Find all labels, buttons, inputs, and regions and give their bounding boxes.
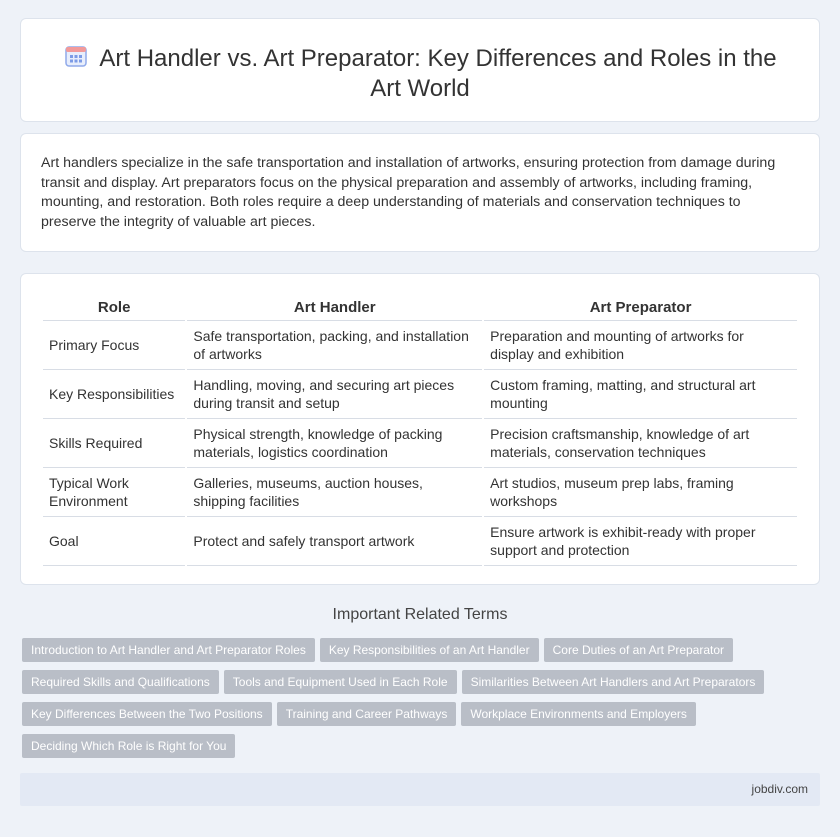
preparator-cell: Art studios, museum prep labs, framing workshops bbox=[484, 468, 797, 517]
row-label: Primary Focus bbox=[43, 321, 185, 370]
preparator-cell: Ensure artwork is exhibit-ready with proper support and protection bbox=[484, 517, 797, 566]
related-term-tag[interactable]: Key Differences Between the Two Positions bbox=[22, 702, 272, 726]
handler-cell: Protect and safely transport artwork bbox=[187, 517, 482, 566]
handler-cell: Galleries, museums, auction houses, shipping facilities bbox=[187, 468, 482, 517]
related-term-tag[interactable]: Workplace Environments and Employers bbox=[461, 702, 696, 726]
related-term-tag[interactable]: Tools and Equipment Used in Each Role bbox=[224, 670, 457, 694]
header-role: Role bbox=[43, 294, 185, 321]
related-term-tag[interactable]: Required Skills and Qualifications bbox=[22, 670, 219, 694]
intro-card bbox=[20, 133, 820, 252]
row-label: Skills Required bbox=[43, 419, 185, 468]
related-terms-list bbox=[22, 638, 802, 766]
table-header-row bbox=[43, 294, 797, 321]
related-term-tag[interactable]: Core Duties of an Art Preparator bbox=[544, 638, 733, 662]
footer bbox=[20, 773, 820, 806]
header-art-preparator: Art Preparator bbox=[484, 294, 797, 321]
table-row bbox=[43, 370, 797, 419]
page-title-wrap bbox=[21, 43, 819, 104]
table-row bbox=[43, 419, 797, 468]
row-label: Key Responsibilities bbox=[43, 370, 185, 419]
related-term-tag[interactable]: Key Responsibilities of an Art Handler bbox=[320, 638, 539, 662]
intro-paragraph: Art handlers specialize in the safe transportation and installation of artworks, ensuring protection from damage during transit and display. Art preparators focus on the physical preparation and assembly of artworks, including framing, mounting, and restoration. Both roles require a deep understanding of materials and conservation techniques to preserve the integrity of valuable art pieces. bbox=[41, 155, 776, 230]
comparison-table bbox=[41, 294, 799, 566]
handler-cell: Handling, moving, and securing art pieces during transit and setup bbox=[187, 370, 482, 419]
comparison-table-card bbox=[20, 273, 820, 585]
footer-site-link[interactable]: jobdiv.com bbox=[751, 782, 808, 796]
handler-cell: Physical strength, knowledge of packing materials, logistics coordination bbox=[187, 419, 482, 468]
preparator-cell: Preparation and mounting of artworks for display and exhibition bbox=[484, 321, 797, 370]
header-art-handler: Art Handler bbox=[187, 294, 482, 321]
row-label: Goal bbox=[43, 517, 185, 566]
preparator-cell: Custom framing, matting, and structural art mounting bbox=[484, 370, 797, 419]
handler-cell: Safe transportation, packing, and installation of artworks bbox=[187, 321, 482, 370]
preparator-cell: Precision craftsmanship, knowledge of art materials, conservation techniques bbox=[484, 419, 797, 468]
header-card bbox=[20, 18, 820, 122]
related-terms-title: Important Related Terms bbox=[332, 606, 508, 623]
calendar-grid-icon bbox=[63, 43, 89, 69]
related-term-tag[interactable]: Deciding Which Role is Right for You bbox=[22, 734, 235, 758]
related-term-tag[interactable]: Introduction to Art Handler and Art Preparator Roles bbox=[22, 638, 315, 662]
table-row bbox=[43, 321, 797, 370]
table-row bbox=[43, 517, 797, 566]
table-row bbox=[43, 468, 797, 517]
related-term-tag[interactable]: Training and Career Pathways bbox=[277, 702, 457, 726]
page-title: Art Handler vs. Art Preparator: Key Differences and Roles in the Art World bbox=[99, 45, 777, 102]
related-term-tag[interactable]: Similarities Between Art Handlers and Art Preparators bbox=[462, 670, 765, 694]
row-label: Typical Work Environment bbox=[43, 468, 185, 517]
